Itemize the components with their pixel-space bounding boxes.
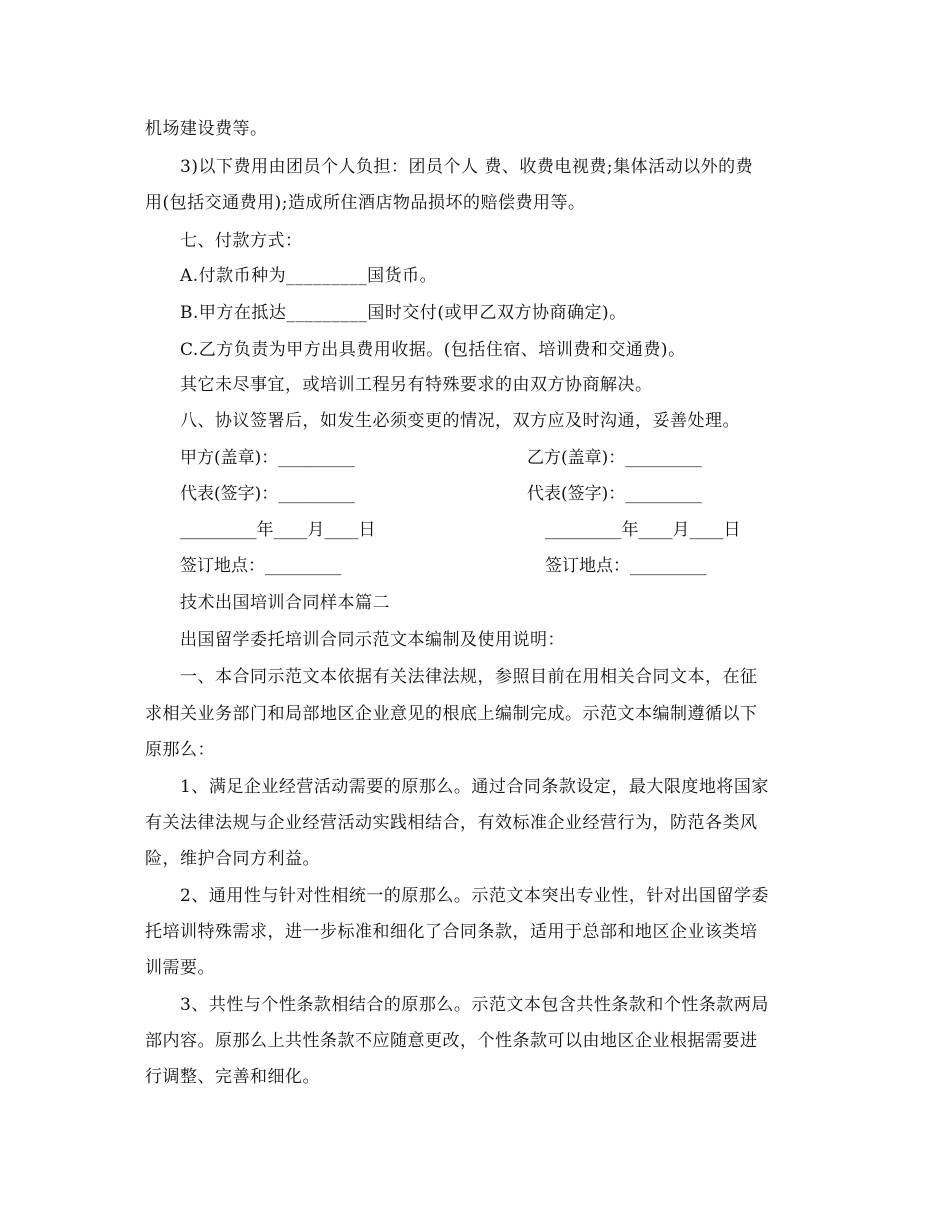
paragraph-line: 训需要。 [145,958,215,978]
party-b-seal: 乙方(盖章)：_________ [527,448,702,468]
representative-a: 代表(签字)：_________ [180,484,355,504]
paragraph-line: 部内容。原那么上共性条款不应随意更改，个性条款可以由地区企业根据需要进 [145,1031,758,1051]
representative-b: 代表(签字)：_________ [527,484,702,504]
section-heading: 出国留学委托培训合同示范文本编制及使用说明： [180,630,565,650]
paragraph-line: 机场建设费等。 [145,119,268,139]
section-heading: 七、付款方式： [180,231,303,251]
paragraph-line: 3)以下费用由团员个人负担：团员个人 费、收费电视费;集体活动以外的费 [180,157,754,177]
paragraph-line: 行调整、完善和细化。 [145,1067,320,1087]
date-b: _________年____月____日 [545,520,741,540]
payment-item-b: B.甲方在抵达_________国时交付(或甲乙双方协商确定)。 [180,303,627,323]
paragraph-line: 一、本合同示范文本依据有关法律法规，参照目前在用相关合同文本，在征 [180,667,758,687]
paragraph-line: 险，维护合同方利益。 [145,849,320,869]
section-heading: 八、协议签署后，如发生必须变更的情况，双方应及时沟通，妥善处理。 [180,411,740,431]
party-a-seal: 甲方(盖章)：_________ [180,448,355,468]
paragraph-line: 有关法律法规与企业经营活动实践相结合，有效标准企业经营行为，防范各类风 [145,813,758,833]
payment-item-c: C.乙方负责为甲方出具费用收据。(包括住宿、培训费和交通费)。 [180,340,686,360]
document-subtitle: 技术出国培训合同样本篇二 [180,593,390,613]
signing-place-b: 签订地点：_________ [545,556,707,576]
paragraph-line: 求相关业务部门和局部地区企业意见的根底上编制完成。示范文本编制遵循以下 [145,704,758,724]
paragraph-line: 2、通用性与针对性相统一的原那么。示范文本突出专业性，针对出国留学委 [180,886,769,906]
paragraph-line: 用(包括交通费用);造成所住酒店物品损坏的赔偿费用等。 [145,193,586,213]
date-a: _________年____月____日 [180,520,376,540]
paragraph-line: 其它未尽事宜，或培训工程另有特殊要求的由双方协商解决。 [180,375,653,395]
paragraph-line: 1、满足企业经营活动需要的原那么。通过合同条款设定，最大限度地将国家 [180,777,769,797]
signing-place-a: 签订地点：_________ [180,556,342,576]
payment-item-a: A.付款币种为_________国货币。 [180,266,438,286]
paragraph-line: 3、共性与个性条款相结合的原那么。示范文本包含共性条款和个性条款两局 [180,995,769,1015]
paragraph-line: 托培训特殊需求，进一步标准和细化了合同条款，适用于总部和地区企业该类培 [145,922,758,942]
paragraph-line: 原那么： [145,740,215,760]
